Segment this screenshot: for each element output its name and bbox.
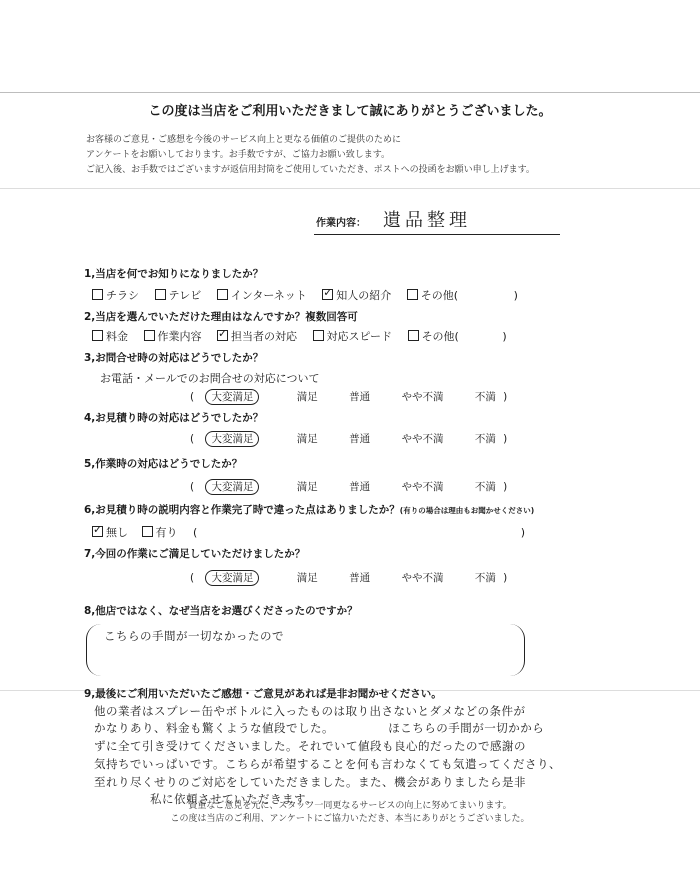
q6-option-none[interactable]: ✓無し (92, 526, 128, 539)
rating-normal[interactable]: 普通 (349, 572, 371, 584)
page-title: この度は当店をご利用いただきまして誠にありがとうございました。 (148, 104, 552, 119)
q1-option-internet[interactable]: インターネット (217, 289, 307, 302)
question-8: 8,他店ではなく、なぜ当店をお選びくださったのですか？ (84, 605, 358, 617)
paren-close: ) (503, 433, 508, 445)
paren-open: ( (190, 433, 195, 445)
intro-line: アンケートをお願いしております。お手数ですが、ご協力お願い致します。 (86, 150, 391, 160)
checkbox-icon[interactable] (144, 330, 155, 341)
checkbox-icon[interactable] (407, 289, 418, 300)
rating-somewhat-unsatisfied[interactable]: やや不満 (401, 481, 444, 493)
question-5: 5,作業時の対応はどうでしたか？ (84, 458, 243, 470)
q8-answer-bracket-left (86, 624, 101, 676)
q9-answer-line: 気持ちでいっぱいです。こちらが希望することを何も言わなくても気遣ってくださり、 (94, 757, 561, 771)
rating-very-satisfied[interactable]: 大変満足 (205, 389, 259, 405)
checkbox-icon[interactable] (92, 330, 103, 341)
question-9: 9,最後にご利用いただいたご感想・ご意見があれば是非お聞かせください。 (84, 688, 442, 700)
rating-somewhat-unsatisfied[interactable]: やや不満 (401, 572, 444, 584)
rating-unsatisfied[interactable]: 不満 (474, 481, 496, 493)
question-3: 3,お問合せ時の対応はどうでしたか？ (84, 352, 264, 364)
q9-answer-line: ずに全て引き受けてくださいました。それでいて値段も良心的だったので感謝の (94, 739, 526, 753)
checkbox-checked-icon[interactable] (322, 289, 333, 300)
question-2: 2,当店を選んでいただけた理由はなんですか？複数回答可 (84, 311, 358, 323)
q3-ratings (190, 389, 507, 404)
q1-options (92, 287, 518, 303)
rating-satisfied[interactable]: 満足 (296, 572, 318, 584)
q6-paren-open: ( (193, 526, 198, 539)
q1-other-close: ) (513, 289, 518, 302)
paren-open: ( (190, 481, 195, 493)
checkbox-checked-icon[interactable] (92, 526, 103, 537)
question-6-note: (有りの場合は理由もお聞かせください) (399, 506, 535, 515)
paren-open: ( (190, 572, 195, 584)
question-6 (84, 502, 534, 517)
work-label: 作業内容： (316, 218, 366, 229)
q2-option-speed[interactable]: 対応スピード (313, 330, 393, 343)
q9-answer-line: 他の業者はスプレー缶やボトルに入ったものは取り出さないとダメなどの条件が (94, 704, 526, 718)
q2-option-work[interactable]: 作業内容 (144, 330, 202, 343)
paren-close: ) (503, 481, 508, 493)
q2-option-other[interactable]: その他( (408, 330, 459, 343)
q8-answer-bracket-right (510, 624, 525, 676)
q3-subtitle: お電話・メールでのお問合せの対応について (100, 372, 320, 385)
checkbox-icon[interactable] (92, 289, 103, 300)
rating-normal[interactable]: 普通 (349, 391, 371, 403)
q6-option-yes[interactable]: 有り (142, 526, 178, 539)
question-7: 7,今回の作業にご満足していただけましたか？ (84, 548, 306, 560)
q2-option-staff[interactable]: ✓ 担当者の対応 (217, 330, 297, 343)
checkbox-icon[interactable] (142, 526, 153, 537)
q9-answer-line: 私に依頼させていただきます。 (150, 792, 318, 806)
q2-other-close: ) (502, 330, 507, 343)
paren-close: ) (503, 572, 508, 584)
rating-normal[interactable]: 普通 (349, 433, 371, 445)
q1-option-flyer[interactable]: チラシ (92, 289, 139, 302)
footer-line: 貴重なご意見を元に、スタッフ一同更なるサービスの向上に努めてまいります。 (188, 801, 512, 811)
checkbox-icon[interactable] (408, 330, 419, 341)
question-6-text: 6,お見積り時の説明内容と作業完了時で違った点はありましたか？ (84, 504, 400, 516)
q9-answer-line: かなりあり、料金も驚くような値段でした。 ほこちらの手間が一切かから (94, 721, 545, 735)
rating-satisfied[interactable]: 満足 (296, 481, 318, 493)
paren-close: ) (503, 391, 508, 403)
q5-ratings (190, 479, 507, 494)
rating-very-satisfied[interactable]: 大変満足 (205, 431, 259, 447)
divider-rule (0, 188, 700, 189)
question-4: 4,お見積り時の対応はどうでしたか？ (84, 412, 264, 424)
q9-answer-line: 至れり尽くせりのご対応をしていただきました。また、機会がありましたら是非 (94, 775, 526, 789)
checkbox-icon[interactable] (155, 289, 166, 300)
rating-very-satisfied[interactable]: 大変満足 (205, 479, 259, 495)
q1-option-other[interactable]: その他( (407, 289, 458, 302)
q7-ratings (190, 570, 507, 585)
top-rule (0, 92, 700, 93)
q6-paren-close: ) (520, 526, 526, 539)
footer-line: この度は当店のご利用、アンケートにご協力いただき、本当にありがとうございました。 (170, 814, 530, 824)
q4-ratings (190, 431, 507, 446)
work-value: 遺品整理 (383, 210, 471, 231)
paren-open: ( (190, 391, 195, 403)
question-1: 1,当店を何でお知りになりましたか？ (84, 268, 264, 280)
q1-option-tv[interactable]: テレビ (155, 289, 202, 302)
intro-line: お客様のご意見・ご感想を今後のサービス向上と更なる価値のご提供のために (86, 135, 402, 145)
rating-somewhat-unsatisfied[interactable]: やや不満 (401, 391, 444, 403)
q2-options (92, 328, 507, 344)
work-underline (314, 234, 560, 235)
intro-line: ご記入後、お手数ではございますが返信用封筒をご使用していただき、ポストへの投函をお願い申し上げます。 (86, 165, 535, 175)
rating-satisfied[interactable]: 満足 (296, 433, 318, 445)
rating-unsatisfied[interactable]: 不満 (474, 391, 496, 403)
q1-option-referral[interactable]: ✓ 知人の紹介 (322, 289, 391, 302)
rating-very-satisfied[interactable]: 大変満足 (205, 570, 259, 586)
rating-normal[interactable]: 普通 (349, 481, 371, 493)
rating-somewhat-unsatisfied[interactable]: やや不満 (401, 433, 444, 445)
checkbox-checked-icon[interactable] (217, 330, 228, 341)
q6-options (92, 524, 525, 540)
checkbox-icon[interactable] (217, 289, 228, 300)
q8-answer[interactable]: こちらの手間が一切なかったので (104, 629, 284, 643)
rating-satisfied[interactable]: 満足 (296, 391, 318, 403)
checkbox-icon[interactable] (313, 330, 324, 341)
rating-unsatisfied[interactable]: 不満 (474, 572, 496, 584)
rating-unsatisfied[interactable]: 不満 (474, 433, 496, 445)
q2-option-price[interactable]: 料金 (92, 330, 128, 343)
